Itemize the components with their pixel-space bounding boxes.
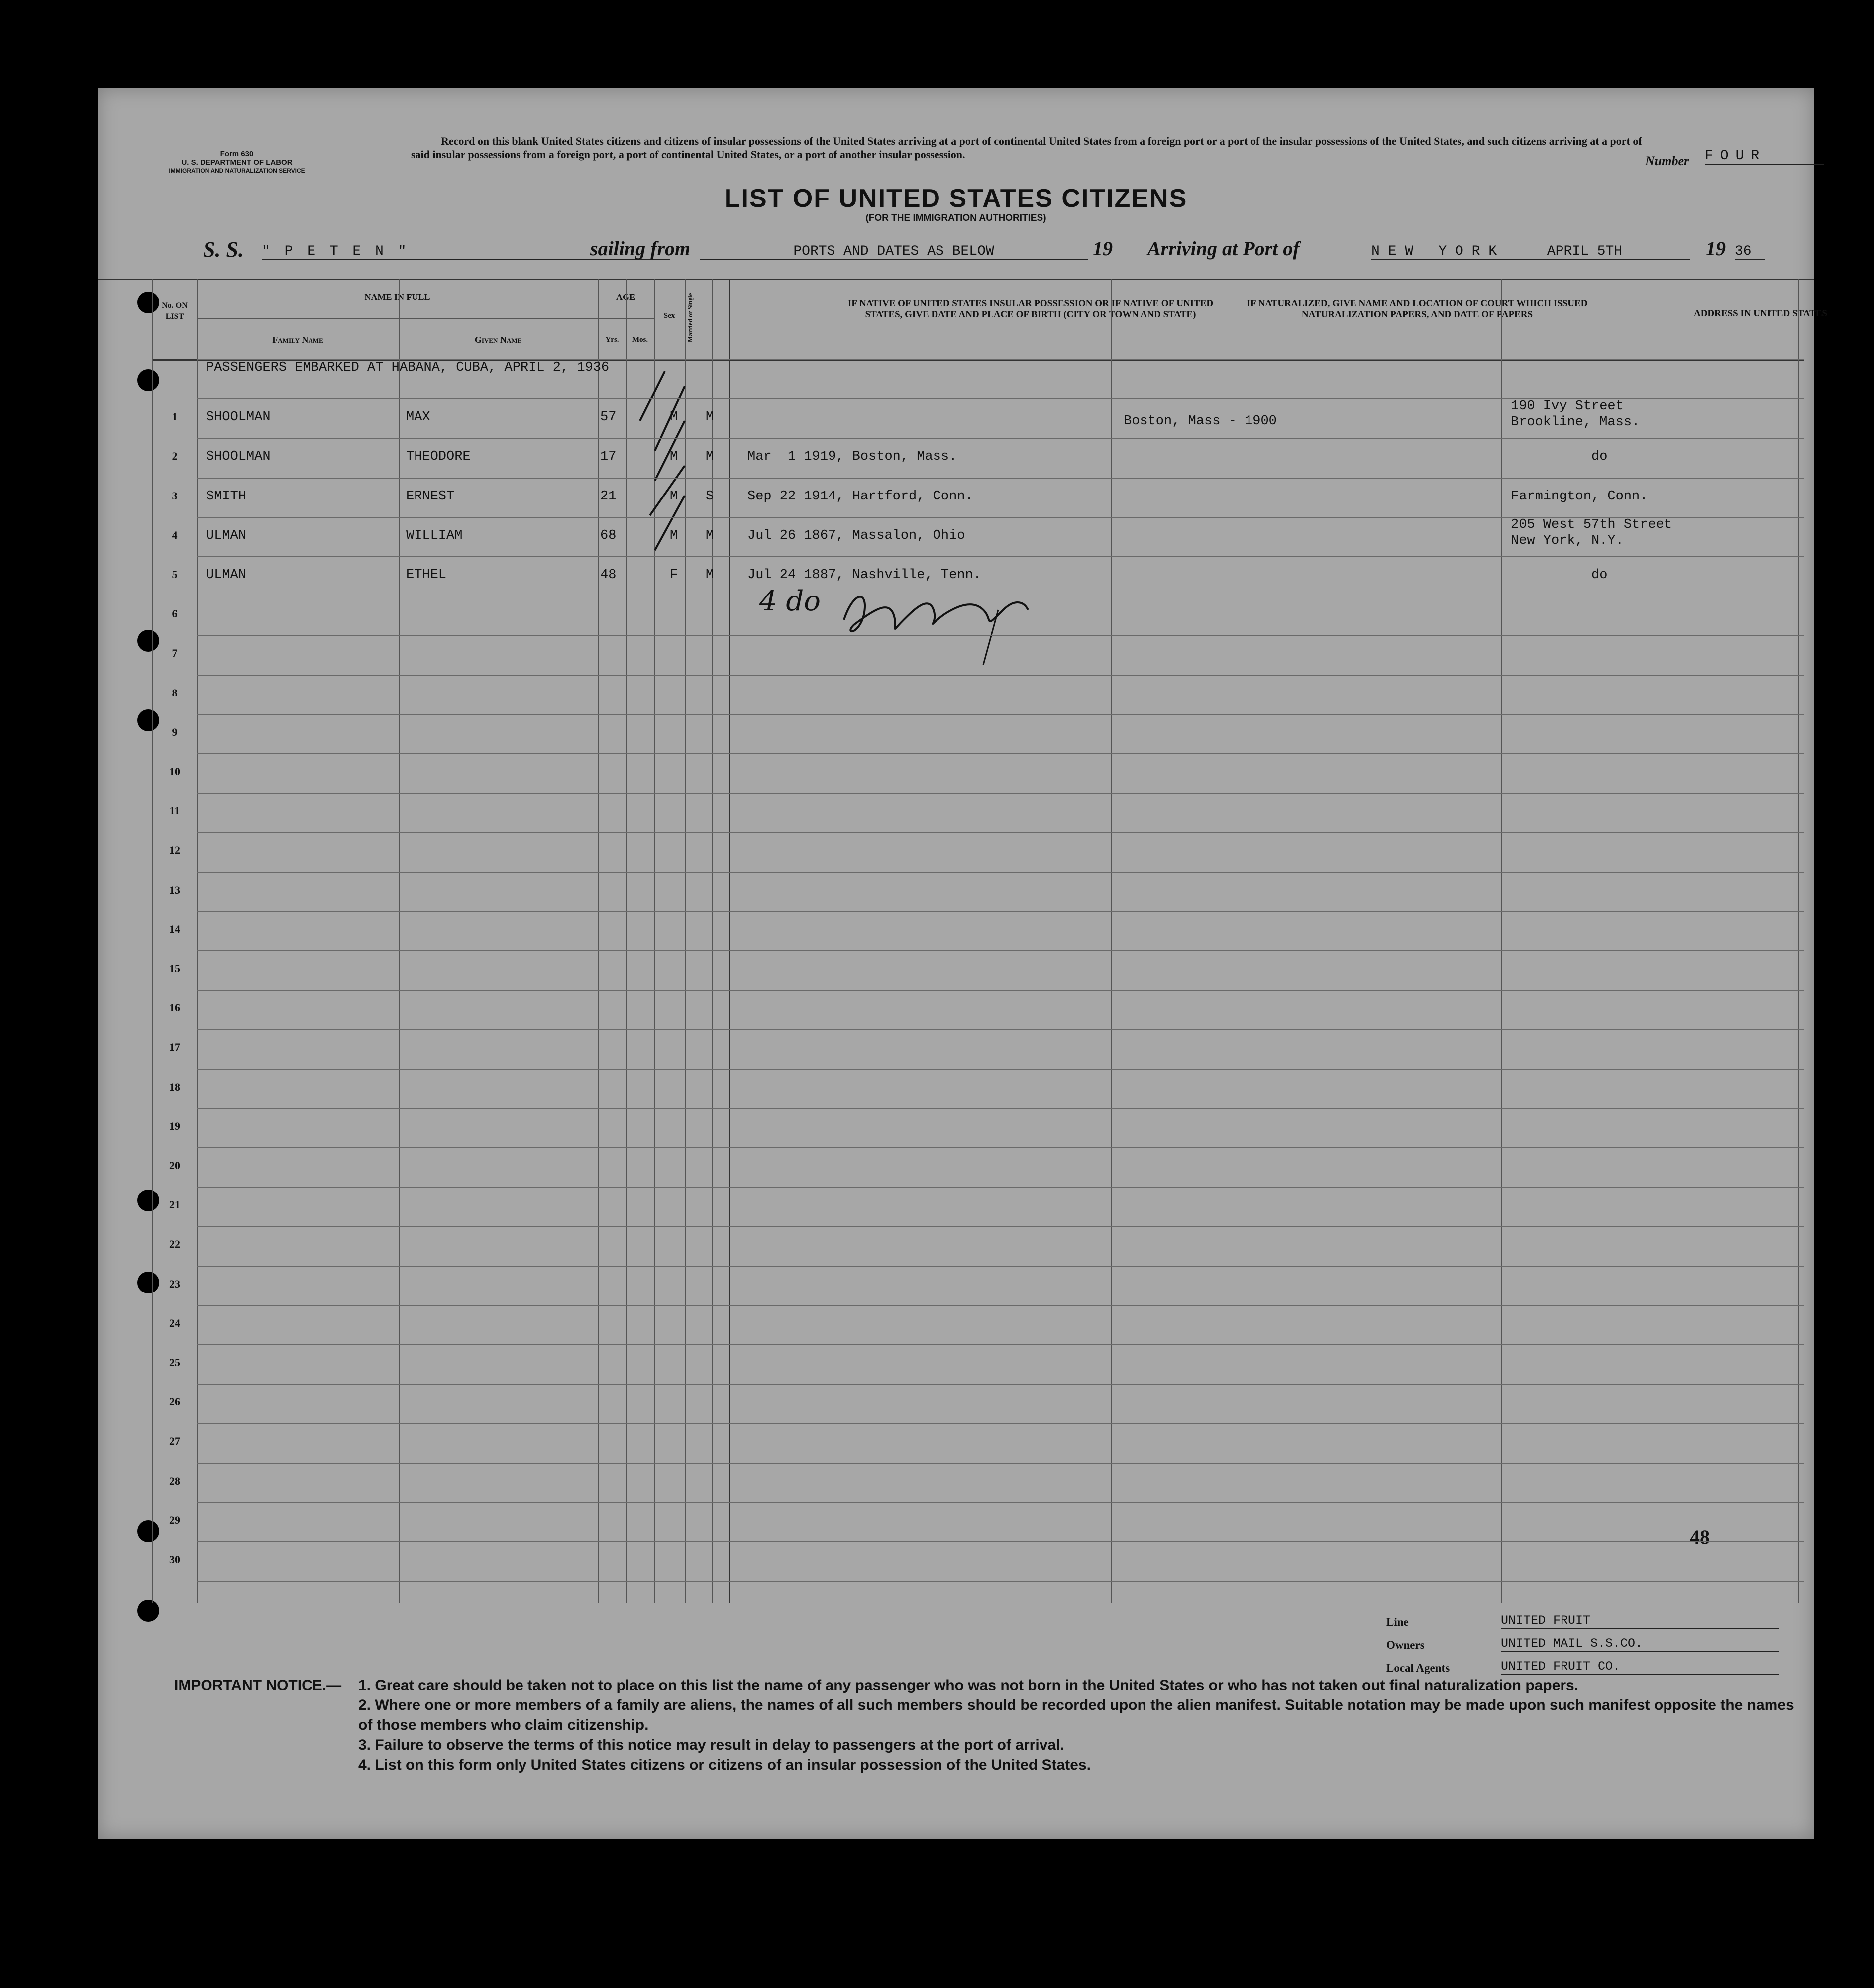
passenger-marital: M bbox=[706, 528, 714, 543]
passenger-family: SHOOLMAN bbox=[206, 449, 271, 465]
row-number: 12 bbox=[169, 844, 180, 857]
row-number: 20 bbox=[169, 1159, 180, 1172]
passenger-sex: M bbox=[670, 528, 678, 543]
form-identifier bbox=[147, 150, 326, 175]
inspector-signature bbox=[834, 580, 1043, 670]
row-number: 15 bbox=[169, 962, 180, 975]
row-number: 29 bbox=[169, 1513, 180, 1526]
row-rule bbox=[197, 990, 1804, 991]
passenger-age: 21 bbox=[600, 489, 617, 504]
passenger-family: SHOOLMAN bbox=[206, 410, 271, 425]
row-rule bbox=[197, 359, 1804, 360]
embark-note: PASSENGERS EMBARKED AT HABANA, CUBA, APRIL 2, 1936 bbox=[206, 360, 610, 375]
row-number: 22 bbox=[169, 1238, 180, 1251]
punch-hole bbox=[137, 369, 159, 391]
passenger-address: do bbox=[1511, 449, 1608, 465]
passenger-age: 17 bbox=[600, 449, 617, 465]
col-no-on-list: No. ON LIST bbox=[162, 301, 188, 321]
row-number: 27 bbox=[169, 1435, 180, 1448]
row-number: 7 bbox=[172, 647, 178, 660]
row-number: 8 bbox=[172, 686, 178, 699]
row-rule bbox=[197, 1384, 1804, 1385]
notice-item: 1. Great care should be taken not to place on this list the name of any passenger who was not born in the United States or who has not taken out final naturalization papers. bbox=[358, 1677, 1579, 1693]
form-number: Form 630 bbox=[220, 150, 254, 158]
row-rule bbox=[197, 635, 1804, 636]
page-number: 48 bbox=[1690, 1526, 1710, 1548]
passenger-family: SMITH bbox=[206, 489, 247, 504]
col-sex: Sex bbox=[663, 312, 675, 320]
notice-heading: IMPORTANT NOTICE.— bbox=[174, 1677, 342, 1693]
row-rule bbox=[197, 1147, 1804, 1148]
row-number: 18 bbox=[169, 1080, 180, 1093]
passenger-sex: M bbox=[670, 489, 678, 504]
row-number: 4 bbox=[172, 528, 178, 541]
page-title: LIST OF UNITED STATES CITIZENS bbox=[724, 184, 1188, 213]
row-rule bbox=[197, 1344, 1804, 1345]
row-number: 30 bbox=[169, 1553, 180, 1566]
notice-item: 2. Where one or more members of a family are aliens, the names of all such members should be recorded upon the alien manifest. Suitable notation may be made upon such manifest opposite the names of those members who claim citizenship. bbox=[358, 1697, 1794, 1733]
passenger-marital: M bbox=[706, 410, 714, 425]
row-rule bbox=[197, 950, 1804, 951]
record-instructions: Record on this blank United States citizens and citizens of insular possessions of the United States arriving at a port of continental United States from a foreign port or a port of the insular possessions of the United States, and such citizens arriving at a port of said insular possessions from a foreign port, a port of continental United States, or a port of another insular possession. bbox=[411, 135, 1642, 161]
row-rule bbox=[197, 872, 1804, 873]
agents-block bbox=[1386, 1606, 1794, 1675]
row-number: 21 bbox=[169, 1198, 180, 1211]
passenger-given: WILLIAM bbox=[406, 528, 463, 543]
arrival-port: N E W Y O R K APRIL 5TH bbox=[1371, 244, 1690, 260]
notice-item: 4. List on this form only United States citizens or citizens of an insular possession of the United States. bbox=[358, 1757, 1091, 1773]
passenger-birth: Mar 1 1919, Boston, Mass. bbox=[747, 449, 957, 465]
row-rule bbox=[197, 1502, 1804, 1503]
ss-label: S. S. bbox=[203, 237, 244, 262]
row-rule bbox=[197, 1423, 1804, 1424]
col-age-mos: Mos. bbox=[632, 336, 648, 344]
row-rule bbox=[197, 714, 1804, 715]
row-number: 19 bbox=[169, 1119, 180, 1132]
handwritten-check-marks bbox=[620, 366, 739, 645]
passenger-birth: Sep 22 1914, Hartford, Conn. bbox=[747, 489, 973, 504]
number-value: FOUR bbox=[1705, 148, 1824, 165]
passenger-birth: Jul 24 1887, Nashville, Tenn. bbox=[747, 568, 981, 583]
row-number: 14 bbox=[169, 922, 180, 935]
passenger-given: MAX bbox=[406, 410, 430, 425]
col-married-single: Married or Single bbox=[686, 293, 694, 342]
row-number: 3 bbox=[172, 489, 178, 502]
row-number: 5 bbox=[172, 568, 178, 581]
line-label: Line bbox=[1386, 1616, 1409, 1628]
row-rule bbox=[197, 478, 1804, 479]
number-label: Number bbox=[1645, 154, 1689, 168]
important-notice bbox=[174, 1676, 1796, 1775]
passenger-address: do bbox=[1511, 568, 1608, 583]
col-family-name: Family Name bbox=[272, 335, 323, 345]
row-number: 9 bbox=[172, 725, 178, 738]
passenger-given: THEODORE bbox=[406, 449, 471, 465]
col-address: ADDRESS IN UNITED STATES bbox=[1693, 308, 1827, 319]
notice-item: 3. Failure to observe the terms of this notice may result in delay to passengers at the port of arrival. bbox=[358, 1737, 1064, 1753]
passenger-marital: S bbox=[706, 489, 714, 504]
owners-label: Owners bbox=[1386, 1639, 1425, 1651]
row-rule bbox=[197, 438, 1804, 439]
year-label: 19 bbox=[1706, 237, 1726, 260]
row-number: 28 bbox=[169, 1474, 180, 1487]
year-prefix: 19 bbox=[1093, 237, 1113, 260]
row-rule bbox=[197, 1541, 1804, 1542]
handwritten-note: 4 do bbox=[759, 585, 821, 617]
row-number: 16 bbox=[169, 1001, 180, 1014]
row-rule bbox=[197, 793, 1804, 794]
passenger-birth: Jul 26 1867, Massalon, Ohio bbox=[747, 528, 965, 543]
col-birth-info: IF NATIVE OF UNITED STATES INSULAR POSSESSION OR IF NATIVE OF UNITED STATES, GIVE DATE AND PLACE OF BIRTH (CITY OR TOWN AND STATE) bbox=[847, 298, 1214, 320]
passenger-marital: M bbox=[706, 568, 714, 583]
row-rule bbox=[197, 1187, 1804, 1188]
row-number: 13 bbox=[169, 883, 180, 896]
row-number: 17 bbox=[169, 1041, 180, 1054]
passenger-sex: M bbox=[670, 449, 678, 465]
punch-hole bbox=[137, 1600, 159, 1622]
manifest-page bbox=[98, 88, 1827, 1839]
passenger-given: ERNEST bbox=[406, 489, 455, 504]
row-rule bbox=[197, 753, 1804, 754]
page-subtitle: (FOR THE IMMIGRATION AUTHORITIES) bbox=[865, 213, 1046, 223]
sailing-label: sailing from bbox=[590, 237, 691, 260]
row-rule bbox=[197, 1305, 1804, 1306]
col-age: AGE bbox=[616, 292, 635, 302]
col-given-name: Given Name bbox=[474, 335, 522, 345]
service-name: IMMIGRATION AND NATURALIZATION SERVICE bbox=[169, 167, 305, 174]
row-rule bbox=[197, 1029, 1804, 1030]
row-rule bbox=[197, 1463, 1804, 1464]
row-rule bbox=[197, 1581, 1804, 1582]
year-value: 36 bbox=[1735, 244, 1765, 260]
passenger-sex: M bbox=[670, 410, 678, 425]
row-number: 1 bbox=[172, 410, 178, 423]
passenger-age: 48 bbox=[600, 568, 617, 583]
passenger-address: 190 Ivy Street Brookline, Mass. bbox=[1511, 399, 1640, 430]
local-agents-value: UNITED FRUIT CO. bbox=[1501, 1659, 1779, 1675]
row-number: 2 bbox=[172, 450, 178, 463]
row-number: 26 bbox=[169, 1395, 180, 1408]
row-rule bbox=[197, 911, 1804, 912]
row-rule bbox=[197, 832, 1804, 833]
passenger-sex: F bbox=[670, 568, 678, 583]
row-number: 6 bbox=[172, 607, 178, 620]
passenger-family: ULMAN bbox=[206, 568, 247, 583]
passenger-family: ULMAN bbox=[206, 528, 247, 543]
col-name-in-full: NAME IN FULL bbox=[364, 292, 430, 302]
ship-name: " P E T E N " bbox=[262, 244, 670, 260]
row-rule bbox=[197, 556, 1804, 557]
passenger-given: ETHEL bbox=[406, 568, 447, 583]
row-number: 10 bbox=[169, 765, 180, 778]
passenger-address: Farmington, Conn. bbox=[1511, 489, 1648, 504]
passenger-address: 205 West 57th Street New York, N.Y. bbox=[1511, 517, 1672, 548]
row-rule bbox=[197, 1108, 1804, 1109]
row-rule bbox=[197, 675, 1804, 676]
row-rule bbox=[197, 1069, 1804, 1070]
sailing-from: PORTS AND DATES AS BELOW bbox=[700, 244, 1088, 260]
arriving-label: Arriving at Port of bbox=[1147, 237, 1300, 260]
department-name: U. S. DEPARTMENT OF LABOR bbox=[181, 158, 293, 167]
passenger-age: 57 bbox=[600, 410, 617, 425]
row-number: 24 bbox=[169, 1316, 180, 1329]
row-number: 11 bbox=[169, 804, 180, 817]
row-rule bbox=[197, 1226, 1804, 1227]
row-rule bbox=[197, 1266, 1804, 1267]
local-agents-label: Local Agents bbox=[1386, 1662, 1450, 1674]
passenger-marital: M bbox=[706, 449, 714, 465]
line-value: UNITED FRUIT bbox=[1501, 1613, 1779, 1629]
col-naturalized-info: IF NATURALIZED, GIVE NAME AND LOCATION OF COURT WHICH ISSUED NATURALIZATION PAPERS, AND DATE OF PAPERS bbox=[1247, 298, 1588, 320]
row-number: 23 bbox=[169, 1277, 180, 1290]
table-header bbox=[152, 279, 1827, 361]
passenger-age: 68 bbox=[600, 528, 617, 543]
passenger-naturalized: Boston, Mass - 1900 bbox=[1124, 414, 1277, 429]
row-number: 25 bbox=[169, 1356, 180, 1369]
owners-value: UNITED MAIL S.S.CO. bbox=[1501, 1636, 1779, 1652]
col-age-yrs: Yrs. bbox=[605, 336, 619, 344]
